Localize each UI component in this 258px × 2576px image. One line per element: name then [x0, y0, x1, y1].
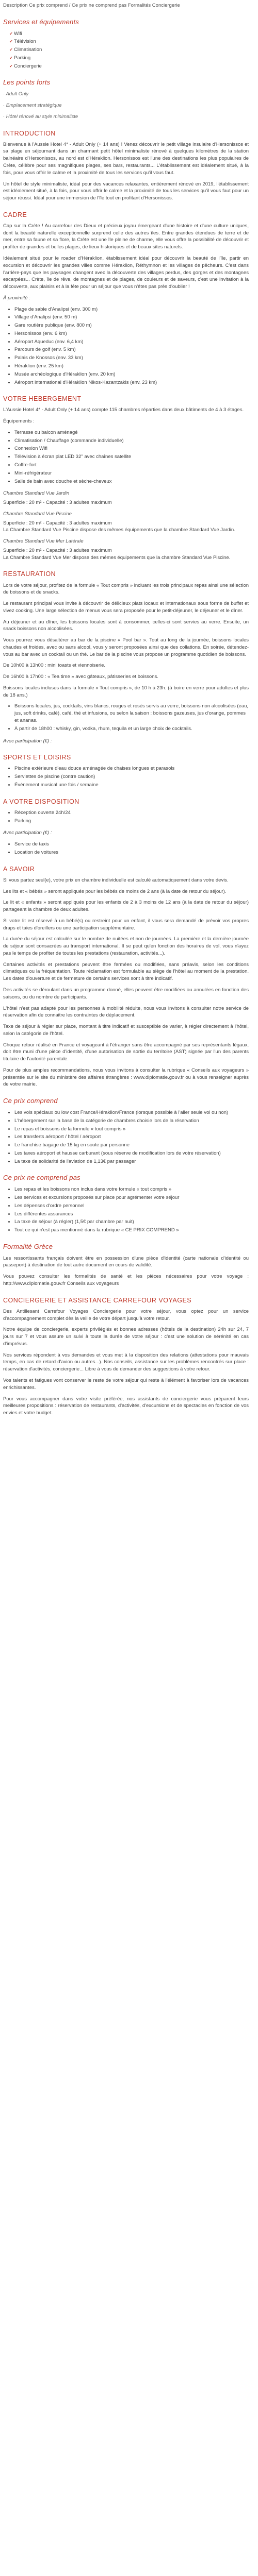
room-extra: La Chambre Standard Vue Piscine dispose des mêmes équipements que la chambre Standard Vue Jardin.: [3, 527, 235, 533]
room-name: Chambre Standard Vue Jardin: [3, 490, 70, 497]
prix-comprend-item: • Le repas et boissons de la formule « tout compris »: [14, 1126, 249, 1133]
introduction-paragraph: Bienvenue à l'Aussie Hotel 4* - Adult Only (+ 14 ans) ! Venez découvrir le petit village insulaire d'Hersonissos et sa plage en séjournant dans un charmant petit hôtel minimaliste rénové à quelques kilomètres de la station balnéaire d'Hersonissos, au nord est d'Héraklion. Hersonissos est l'une des destinations les plus populaires de Crète, célèbre pour ses magnifiques plages, ses bars, restaurants... L'établissement est idéalement situé, à la fois, pour vous offrir le calme et la proximité de tous les services qu'il vous faut.: [3, 141, 249, 176]
cadre-paragraph: Cap sur la Crète ! Au carrefour des Dieux et précieux joyau émergeant d'une histoire et d'une culture uniques, dont la beauté naturelle exceptionnelle surprend celle des autres îles. Entre grandes étendues de terre et de mer, entre sa faune et sa flore, la Crète est une île pleine de charme, elle vous offre la possibilité de découvrir et profiter de grandes et belles plages, de lieux historiques et de beaux sites naturels.: [3, 223, 249, 250]
savoir-body: [3, 877, 249, 1088]
savoir-paragraph: Si votre lit est réservé à un bébé(s) ou restreint pour un enfant, il vous sera demandé de prévoir vos propres draps et taies d'oreillers ou une participation supplémentaire.: [3, 918, 249, 931]
room-block: [3, 538, 249, 561]
prix-comprend-item: • L'hébergement sur la base de la catégorie de chambres choisie lors de la réservation: [14, 1117, 249, 1125]
conciergerie-paragraph: Pour vous accompagner dans votre visite préférée, nos assistants de conciergerie vous préparent leurs meilleures propositions : réservation de restaurants, d'activités, d'excursions et de spectacles en fonction de vos envies et votre budget.: [3, 1396, 249, 1416]
equip-item: • Coffre-fort: [14, 462, 249, 469]
near-item: • Parcours de golf (env. 5 km): [14, 346, 249, 353]
disposition-list: [3, 809, 249, 825]
near-item: • Aéroport Aqueduc (env. 6,4 km): [14, 338, 249, 346]
room-name: Chambre Standard Vue Mer Latérale: [3, 538, 84, 545]
disposition-paid-item: • Service de taxis: [14, 841, 249, 848]
sports-list: [3, 765, 249, 788]
near-item: • Hersonissos (env. 6 km): [14, 330, 249, 337]
hebergement-title: VOTRE HEBERGEMENT: [3, 395, 82, 403]
conciergerie-body: [3, 1308, 249, 1417]
prix-exclu-item: • Les repas et les boissons non inclus dans votre formule « tout compris »: [14, 1186, 249, 1193]
service-item: ✔ Conciergerie: [9, 63, 249, 70]
prix-exclu-list: [3, 1186, 249, 1234]
near-item: • Village d'Analipsi (env. 50 m): [14, 314, 249, 321]
services-title: Services et équipements: [3, 18, 79, 26]
prix-exclu-item: • Les services et excursions proposés sur place pour agrémenter votre séjour: [14, 1194, 249, 1201]
equip-item: • Salle de bain avec douche et sèche-cheveux: [14, 478, 249, 485]
sport-item: • Événement musical une fois / semaine: [14, 782, 249, 789]
restauration-paragraph: Boissons locales incluses dans la formule « Tout compris », de 10 h à 23h. (à boire en verre pour adultes et plus de 18 ans.): [3, 685, 249, 698]
prix-comprend-item: • Les transferts aéroport / hôtel / aéroport: [14, 1133, 249, 1141]
room-detail: Superficie : 20 m² - Capacité : 3 adultes maximum: [3, 520, 112, 526]
sport-item: • Serviettes de piscine (contre caution): [14, 773, 249, 781]
savoir-paragraph: Certaines activités et prestations peuvent être fermées ou modifiées, sans préavis, selon les conditions climatiques ou la fréquentation. Toute réclamation est formulable au siège de l'hôtel au moment de la prestation. Les dates d'ouverture et de fermeture de certains services sont à titre indicatif.: [3, 961, 249, 982]
savoir-paragraph: Choque retour réalisé en France et voyageant à l'étranger sans être accompagné par ses représentants légaux, doit être muni d'une pièce d'identité, d'une autorisation de sortie du territoire (AST) signée par l'un des parents titulaire de l'autorité parentale.: [3, 1042, 249, 1062]
conciergerie-paragraph: Nos services répondent à vos demandes et vous met à la disposition des relations (attestations pour mauvais temps, en cas de retard d'avion ou autres...). Nos conseils, assistance sur les problèmes rencontrés sur place : réservation d'activités, conciergerie... Libre à vous de demander des suggestions à votre retour.: [3, 1352, 249, 1372]
restauration-paragraph: De 10h00 à 13h00 : mini toasts et viennoiserie.: [3, 663, 106, 669]
hebergement-paragraph: L'Aussie Hotel 4* - Adult Only (+ 14 ans) compte 115 chambres réparties dans deux bâtiments de 4 à 3 étages.: [3, 407, 244, 413]
prix-exclu-item: • Les dépenses d'ordre personnel: [14, 1202, 249, 1210]
service-item: ✔ Wifi: [9, 30, 249, 38]
sports-title: SPORTS ET LOISIRS: [3, 754, 71, 761]
service-item: ✔ Parking: [9, 55, 249, 62]
restauration-drinks-list: [3, 703, 249, 732]
prix-exclu-item: • Tout ce qui n'est pas mentionné dans la rubrique « CE PRIX COMPREND »: [14, 1227, 249, 1234]
savoir-paragraph: Si vous partez seul(e), votre prix en chambre individuelle est calculé automatiquement dans votre devis.: [3, 877, 229, 883]
near-item: • Héraklion (env. 25 km): [14, 363, 249, 370]
drink-item: • Boissons locales, jus, cocktails, vins blancs, rouges et rosés servis au verre, boissons non alcoolisées (eau, jus, soft drinks, café), café, thé et infusions, ou selon la saison : boissons gazeuses, jus d'orange, pommes et ananas.: [14, 703, 249, 724]
savoir-paragraph: L'hôtel n'est pas adapté pour les personnes à mobilité réduite, nous vous invitons à consulter notre service de réservation afin de connaitre les contraintes de déplacement.: [3, 1005, 249, 1019]
restauration-paragraph: Lors de votre séjour, profitez de la formule « Tout compris » incluant les trois principaux repas ainsi une sélection de boissons et de snacks.: [3, 582, 249, 596]
prix-exclu-item: • La taxe de séjour (à régler) (1,5€ par chambre par nuit): [14, 1218, 249, 1226]
near-item: • Musée archéologique d'Héraklion (env. 20 km): [14, 371, 249, 378]
restauration-paragraph: Le restaurant principal vous invite à découvrir de délicieux plats locaux et internationaux sous forme de buffet et vivez cooking. Une large sélection de menus vous sera proposée pour le petit-déjeuner, le déjeuner et le dîner.: [3, 601, 249, 614]
disposition-paid-label: Avec participation (€) :: [3, 830, 52, 836]
prix-comprend-item: • Le franchise bagage de 15 kg en soute par personne: [14, 1142, 249, 1149]
prix-exclu-title: Ce prix ne comprend pas: [3, 1174, 80, 1182]
near-item: • Palais de Knossos (env. 33 km): [14, 354, 249, 362]
equip-item: • Télévision à écran plat LED 32" avec chaînes satellite: [14, 453, 249, 461]
point-line: · Hôtel rénové au style minimaliste: [3, 113, 78, 120]
near-item: • Plage de sable d'Analipsi (env. 300 m): [14, 306, 249, 313]
formalite-paragraph: Les ressortissants français doivent être en possession d'une pièce d'identité (carte nationale d'identité ou passeport) à destination de tout autre document en cours de validité.: [3, 1255, 249, 1268]
conciergerie-paragraph: Notre équipe de conciergerie, experts privilégiés et bonnes adresses (hôtels de la destination) 24h sur 24, 7 jours sur 7 et vous assure un suivi à toute la durée de votre séjour : c'est une solution de sérénité en cas d'imprévus.: [3, 1327, 249, 1347]
formalite-title: Formalité Grèce: [3, 1242, 53, 1250]
restauration-paragraph: Au déjeuner et au dîner, les boissons locales sont à consommer, celles-ci sont servies au verre. Ensuite, un snack boissons non alcoolisées.: [3, 619, 249, 632]
disposition-item: • Parking: [14, 818, 249, 825]
restauration-body: [3, 582, 249, 699]
points-title: Les points forts: [3, 78, 51, 87]
disposition-title: A VOTRE DISPOSITION: [3, 798, 79, 805]
room-block: [3, 490, 249, 506]
introduction-title: INTRODUCTION: [3, 129, 56, 137]
introduction-body: [3, 141, 249, 202]
savoir-paragraph: La durée du séjour est calculée sur le nombre de nuitées et non de journées. La première et la dernière journée de séjour sont consacrées au transport international. Il se peut qu'en fonction des horaires de vol, vous n'ayez pas le temps de profiter de toutes les prestations (restauration, activités...).: [3, 936, 249, 956]
hebergement-equip-list: [3, 429, 249, 485]
room-block: [3, 511, 249, 534]
conciergerie-title: CONCIERGERIE ET ASSISTANCE CARREFOUR VOYAGES: [3, 1296, 192, 1304]
room-detail: Superficie : 20 m² - Capacité : 3 adultes maximum: [3, 500, 112, 506]
disposition-paid-list: [3, 841, 249, 856]
points-list: [3, 91, 249, 120]
point-line: · Adult Only: [3, 91, 29, 97]
cadre-title: CADRE: [3, 211, 27, 218]
restauration-paragraph: Vous pourrez vous désaltérer au bar de la piscine « Pool bar ». Tout au long de la journée, boissons locales chaudes et froides, avec ou sans alcool, vous y seront proposées ainsi que des collations. En soirée, détendez-vous au bar avec un cocktail ou un thé. Le bar de la piscine vous propose un programme quotidien de boissons.: [3, 637, 249, 657]
prix-comprend-list: [3, 1109, 249, 1165]
room-name: Chambre Standard Vue Piscine: [3, 511, 72, 517]
savoir-paragraph: Taxe de séjour à régler sur place, montant à titre indicatif et susceptible de varier, à régler directement à l'hôtel, selon la catégorie de l'hôtel.: [3, 1024, 249, 1037]
formalite-paragraph: Vous pouvez consulter les formalités de santé et les pièces nécessaires pour votre voyage : http://www.diplomatie.gouv.fr Conseils aux voyageurs: [3, 1274, 249, 1286]
hebergement-paragraph: Équipements :: [3, 418, 35, 425]
introduction-paragraph: Un hôtel de style minimaliste, idéal pour des vacances relaxantes, entièrement rénové en 2019, l'établissement est idéalement situé, à la fois, pour vous offrir le calme et la proximité de tous les services qu'il vous faut pour un séjour réussi. Idéal pour une immersion de l'île tout en profitant d'Hersonissos.: [3, 181, 249, 201]
service-item: ✔ Climatisation: [9, 46, 249, 54]
prix-exclu-item: • Les différentes assurances: [14, 1211, 249, 1218]
savoir-paragraph: Pour de plus amples recommandations, nous vous invitons à consulter la rubrique « Conseils aux voyageurs » présentée sur le site du ministère des affaires étrangères : www.diplomatie.gouv.fr ou à vous renseigner auprès de votre mairie.: [3, 1067, 249, 1088]
drink-item: • À partir de 18h00 : whisky, gin, vodka, rhum, tequila et un large choix de cocktails.: [14, 725, 249, 733]
savoir-title: A SAVOIR: [3, 865, 35, 873]
service-item: ✔ Télévision: [9, 38, 249, 45]
prix-comprend-title: Ce prix comprend: [3, 1097, 58, 1105]
equip-item: • Climatisation / Chauffage (commande individuelle): [14, 437, 249, 445]
near-item: • Aéroport international d'Héraklion Nikos-Kazantzakis (env. 23 km): [14, 379, 249, 386]
cadre-paragraph: Idéalement situé pour le roader d'Héraklion, établissement idéal pour découvrir la beauté de l'île, partir en excursion et découvrir les grandes villes comme Héraklion, Réthymnon et les villages de pêcheurs. C'est dans l'arrière-pays que les paysages changent avec la découverte des villages perdus, des gorges et des montagnes escarpées... Crète, île de rêve, de montagnes et de plages, de couleurs et de saveurs, c'est une invitation à la découverte, aux plaisirs et à la fête pour un séjour que vous n'êtes pas près d'oublier !: [3, 256, 249, 290]
restauration-paragraph: De 16h00 à 17h00 : « Tea time » avec gâteaux, pâtisseries et boissons.: [3, 674, 158, 680]
formalite-body: [3, 1255, 249, 1287]
conciergerie-paragraph: Des Antillesant Carrefour Voyages Conciergerie pour votre séjour, vous optez pour un service d'accompagnement complet dès la veille de votre départ jusqu'à votre retour.: [3, 1308, 249, 1321]
disposition-item: • Réception ouverte 24h/24: [14, 809, 249, 817]
restauration-title: RESTAURATION: [3, 570, 56, 578]
cadre-near-label: À proximité :: [3, 295, 30, 301]
room-extra: La Chambre Standard Vue Mer dispose des mêmes équipements que la chambre Standard Vue Piscine.: [3, 554, 231, 561]
disposition-paid-item: • Location de voitures: [14, 849, 249, 856]
prix-comprend-item: • Les taxes aéroport et hausse carburant (sous réserve de modification lors de votre réservation): [14, 1150, 249, 1157]
rooms: [3, 490, 249, 561]
prix-comprend-item: • La taxe de solidarité de l'aviation de 1,13€ par passager: [14, 1158, 249, 1165]
equip-item: • Terrasse ou balcon aménagé: [14, 429, 249, 436]
savoir-paragraph: Des activités se déroulant dans un programme donné, elles peuvent être modifiées ou annulées en fonction des saisons, ou du nombre de participants.: [3, 987, 249, 1000]
hebergement-body: [3, 406, 249, 425]
cadre-near-list: [3, 306, 249, 386]
near-item: • Gare routière publique (env. 800 m): [14, 322, 249, 329]
savoir-paragraph: Le lit et « enfants » seront appliqués pour les enfants de 2 à 3 moins de 12 ans (à la date de retour du séjour) partageant la chambre de deux adultes.: [3, 900, 249, 913]
intro-line: Description Ce prix comprend / Ce prix ne comprend pas Formalités Conciergerie: [3, 3, 180, 8]
cadre-body: [3, 223, 249, 291]
equip-item: • Connexion Wifi: [14, 445, 249, 452]
savoir-paragraph: Les lits et « bébés » seront appliqués pour les bébés de moins de 2 ans (à la date de retour du séjour).: [3, 888, 227, 894]
equip-item: • Mini-réfrigérateur: [14, 470, 249, 477]
room-detail: Superficie : 20 m² - Capacité : 3 adultes maximum: [3, 547, 112, 553]
services-list: [3, 30, 249, 70]
conciergerie-paragraph: Vos talents et fatigues vont conserver le reste de votre séjour qui reste à l'élément à favoriser lors de vacances enrichissantes.: [3, 1377, 249, 1391]
prix-comprend-item: • Les vols spéciaux ou low cost France/Héraklion/France (lorsque possible à l'aller seule vol ou non): [14, 1109, 249, 1116]
sport-item: • Piscine extérieure d'eau douce aménagée de chaises longues et parasols: [14, 765, 249, 772]
point-line: · Emplacement stratégique: [3, 103, 62, 109]
restauration-after-label: Avec participation (€) :: [3, 738, 52, 744]
